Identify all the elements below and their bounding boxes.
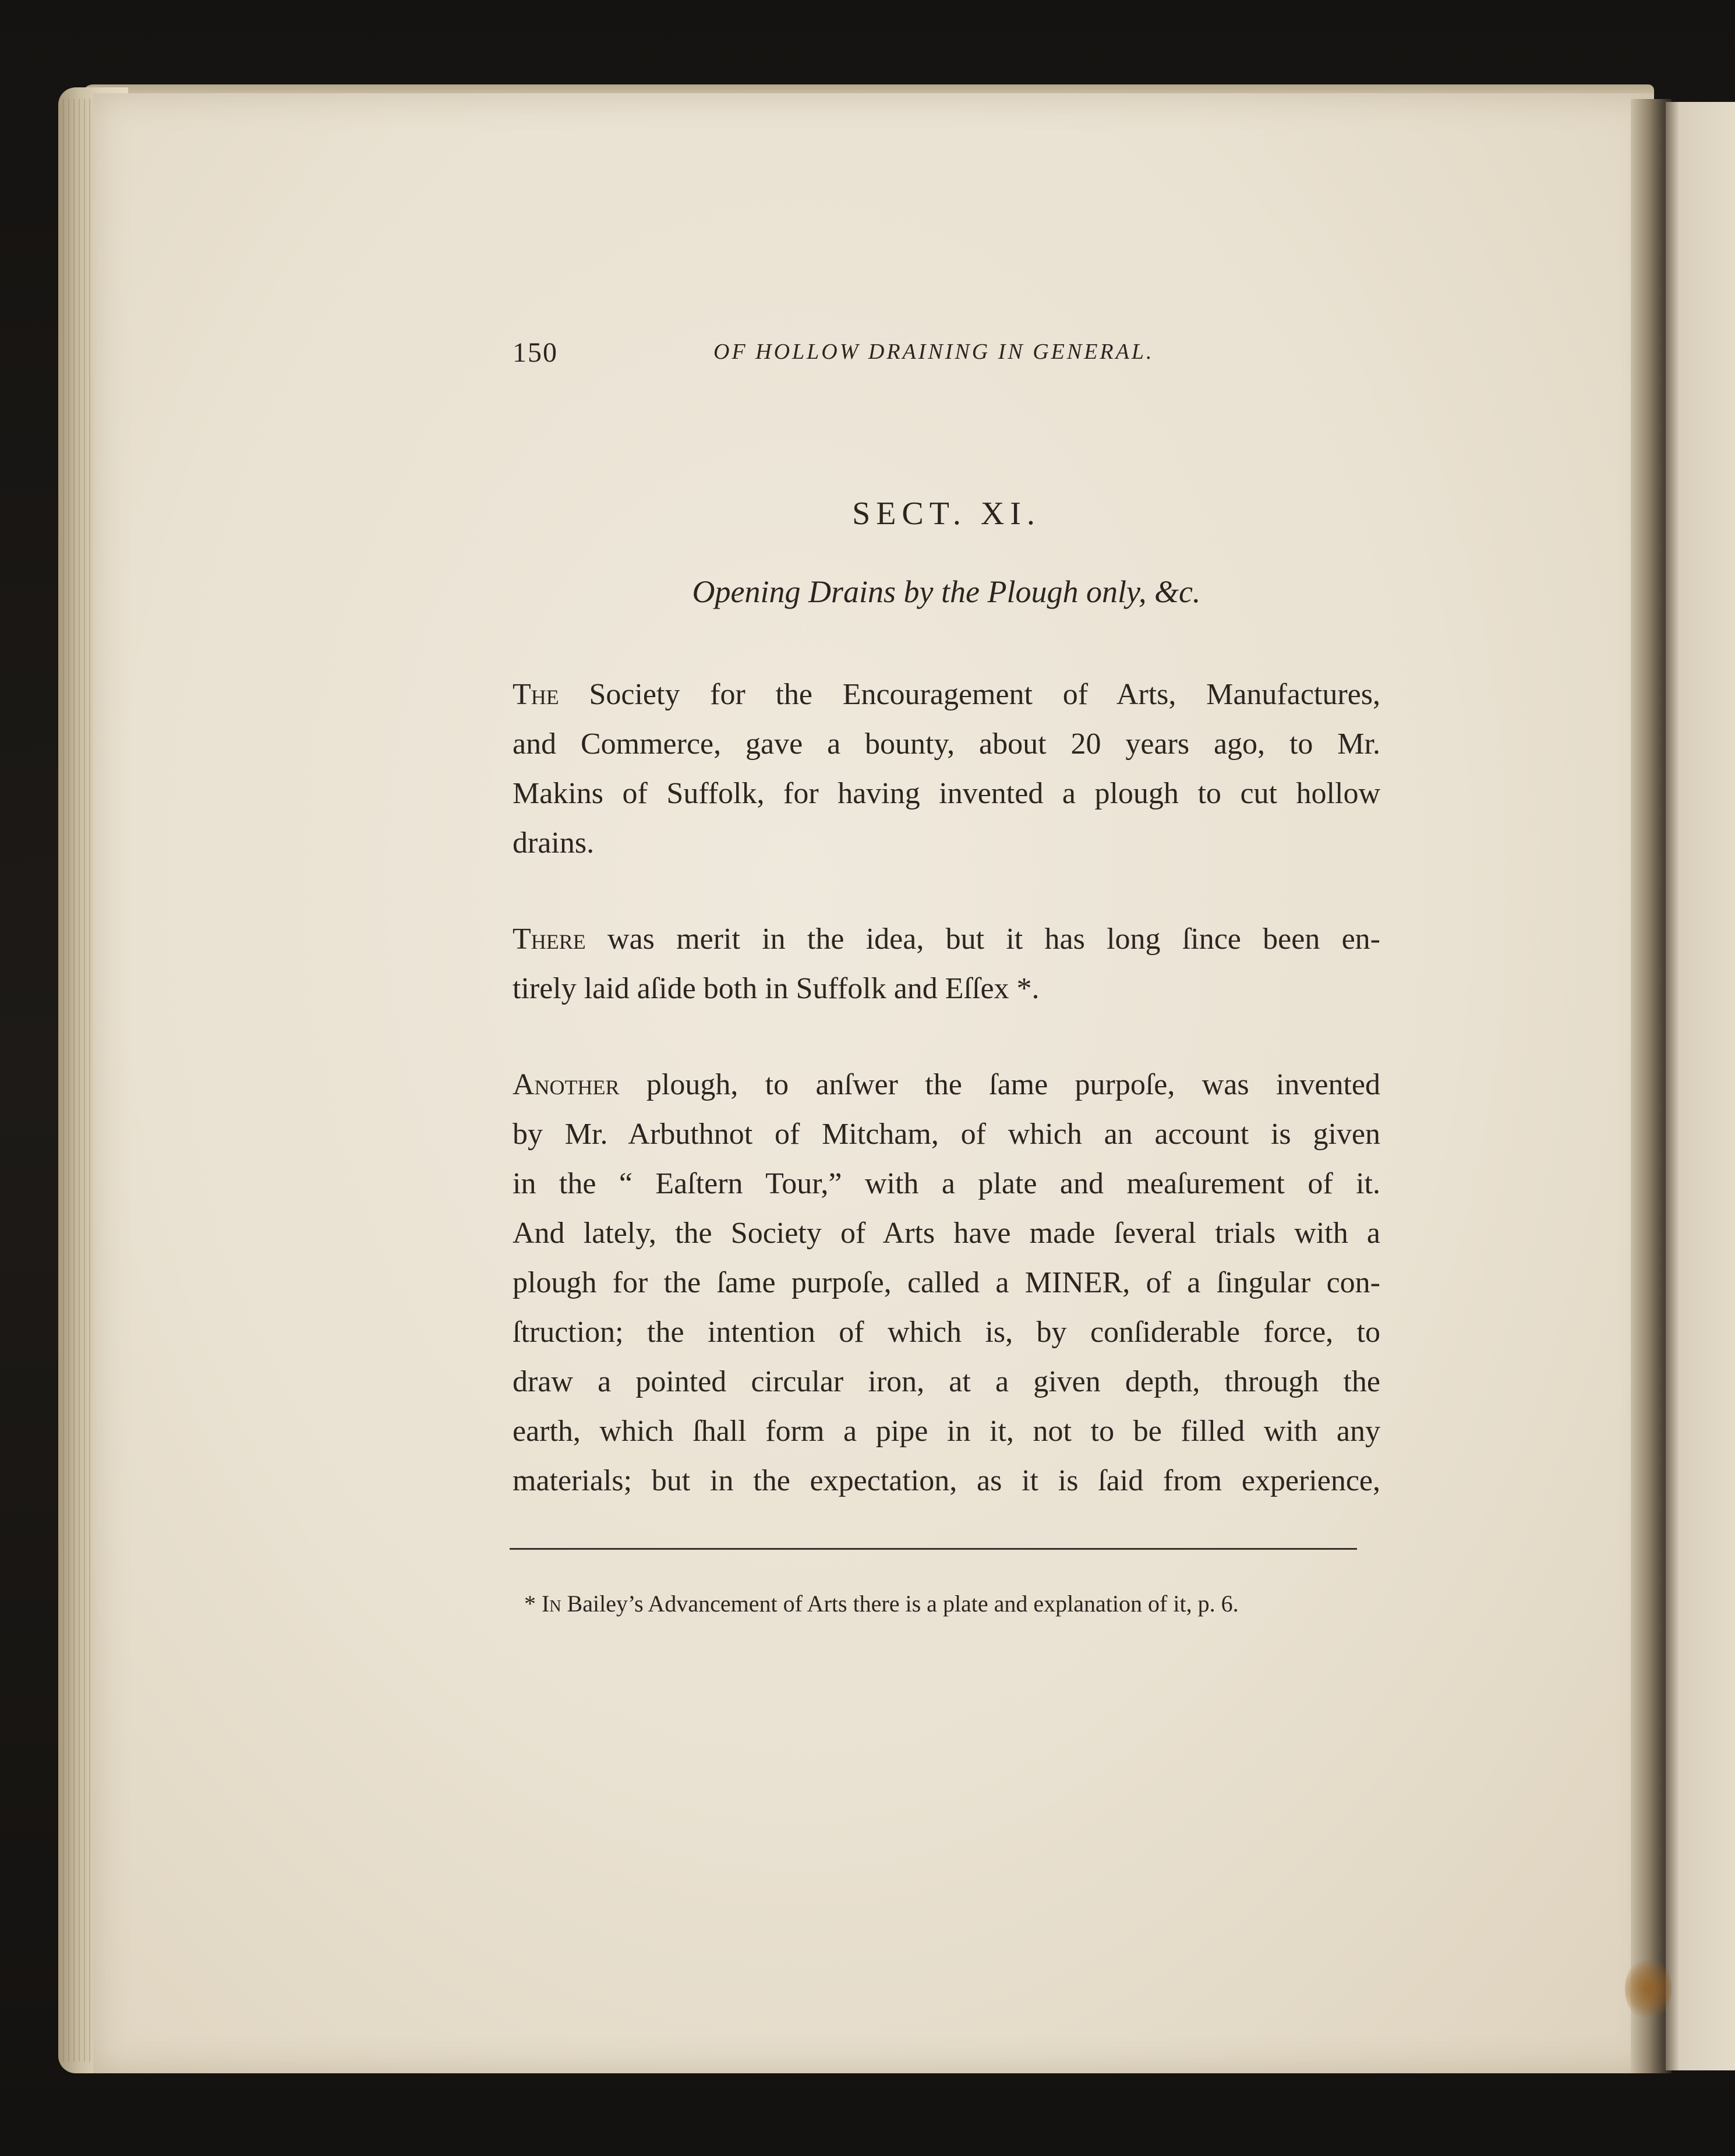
paragraph-line: ſtruction; the intention of which is, by conſiderable force, to [513, 1316, 1380, 1349]
footnote-lead-word: In [542, 1591, 561, 1617]
paragraph-line: Makins of Suffolk, for having invented a plough to cut hollow [513, 777, 1380, 810]
paragraph-1 [513, 670, 1380, 868]
running-head-title: OF HOLLOW DRAINING IN GENERAL. [713, 340, 1154, 364]
footnote [524, 1590, 1374, 1617]
footnote-text: Bailey’s Advancement of Arts there is a plate and explanation of it, p. 6. [561, 1591, 1239, 1617]
footnote-marker: * [524, 1591, 536, 1617]
paragraph-line: The Society for the Encouragement of Arts, Manufactures, [513, 678, 1380, 711]
page-number: 150 [513, 337, 558, 368]
foxing-stain [1625, 1957, 1672, 2021]
paragraph-lead-word: Another [513, 1068, 620, 1101]
paragraph-line: plough for the ſame purpoſe, called a MINER, of a ſingular con- [513, 1266, 1380, 1299]
facing-page-edge [1666, 102, 1735, 2070]
paragraph-2 [513, 914, 1380, 1013]
running-head [513, 337, 1188, 377]
paragraph-line: materials; but in the expectation, as it is ſaid from experience, [513, 1464, 1380, 1497]
section-heading: SECT. XI. [852, 496, 1041, 532]
paragraph-line: And lately, the Society of Arts have made ſeveral trials with a [513, 1217, 1380, 1250]
paragraph-line: There was merit in the idea, but it has long ſince been en- [513, 923, 1380, 956]
paragraph-line: tirely laid aſide both in Suffolk and Eſſex *. [513, 972, 1040, 1005]
paragraph-line: Another plough, to anſwer the ſame purpoſe, was invented [513, 1068, 1380, 1101]
paragraph-line: draw a pointed circular iron, at a given depth, through the [513, 1365, 1380, 1398]
paragraph-line: earth, which ſhall form a pipe in it, not to be filled with any [513, 1415, 1380, 1448]
paragraph-lead-word: There [513, 923, 586, 956]
paragraph-line: and Commerce, gave a bounty, about 20 years ago, to Mr. [513, 727, 1380, 761]
footnote-divider [510, 1548, 1357, 1550]
paragraph-line: drains. [513, 826, 595, 860]
paragraph-line: in the “ Eaſtern Tour,” with a plate and meaſurement of it. [513, 1167, 1380, 1200]
paragraph-3 [513, 1060, 1380, 1505]
paragraph-line: by Mr. Arbuthnot of Mitcham, of which an account is given [513, 1118, 1380, 1151]
section-subtitle: Opening Drains by the Plough only, &c. [692, 574, 1201, 609]
paragraph-lead-word: The [513, 678, 559, 711]
